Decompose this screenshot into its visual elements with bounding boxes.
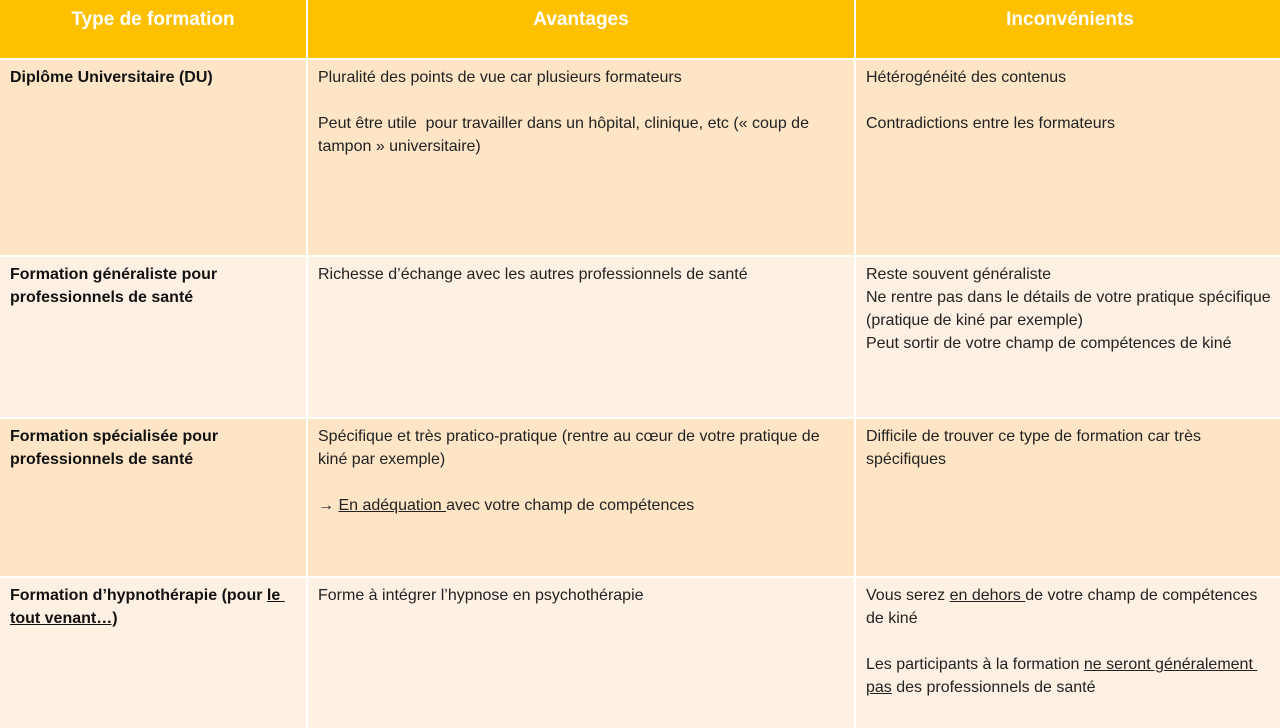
inconvenient-text: Peut sortir de votre champ de compétences de kiné — [866, 335, 1232, 352]
type-label: Formation spécialisée pour professionnels de santé — [10, 428, 223, 468]
inconvenient-text: Ne rentre pas dans le détails de votre pratique spécifique (pratique de kiné par exemple) — [866, 289, 1276, 329]
row-generaliste-type — [0, 257, 306, 417]
inconvenient-text: Difficile de trouver ce type de formation car très spécifiques — [866, 428, 1206, 468]
underlined-text: En adéquation — [338, 497, 447, 514]
avantage-text: avec votre champ de compétences — [446, 497, 695, 514]
type-label — [10, 584, 296, 630]
text-segment: de votre champ de compétences de kiné — [866, 587, 1262, 627]
avantage-text: Spécifique et très pratico-pratique (rentre au cœur de votre pratique de kiné par exemple) — [318, 428, 825, 468]
row-specialisee-inconvenients — [856, 419, 1280, 576]
underlined-text: le tout venant…) — [10, 587, 285, 627]
type-label: Diplôme Universitaire (DU) — [10, 69, 213, 86]
header-inconvenients: Inconvénients — [856, 0, 1280, 58]
header-type-de-formation: Type de formation — [0, 0, 306, 58]
row-du-avantages — [308, 60, 854, 255]
type-label: Formation généraliste pour professionnels de santé — [10, 266, 222, 306]
row-du-type — [0, 60, 306, 255]
row-hypnotherapie-inconvenients — [856, 578, 1280, 728]
text-segment: Vous serez — [866, 587, 950, 604]
row-generaliste-avantages — [308, 257, 854, 417]
avantage-adequation-line — [318, 494, 844, 517]
underlined-text: ne seront généralement pas — [866, 656, 1258, 696]
row-generaliste-inconvenients — [856, 257, 1280, 417]
inconvenient-text: Reste souvent généraliste — [866, 266, 1051, 283]
inconvenient-text: Contradictions entre les formateurs — [866, 115, 1115, 132]
arrow-right-icon: → — [318, 497, 334, 514]
text-segment: des professionnels de santé — [891, 679, 1096, 696]
row-hypnotherapie-avantages — [308, 578, 854, 728]
row-specialisee-avantages — [308, 419, 854, 576]
type-label-prefix: Formation d’hypnothérapie (pour — [10, 587, 267, 604]
avantage-text: Pluralité des points de vue car plusieurs formateurs — [318, 69, 682, 86]
avantage-text: Peut être utile pour travailler dans un hôpital, clinique, etc (« coup de tampon » universitaire) — [318, 115, 814, 155]
row-specialisee-type — [0, 419, 306, 576]
header-avantages: Avantages — [308, 0, 854, 58]
row-hypnotherapie-type — [0, 578, 306, 728]
inconvenient-text — [866, 584, 1274, 630]
underlined-text: en dehors — [949, 587, 1026, 604]
inconvenient-text: Hétérogénéité des contenus — [866, 69, 1067, 86]
inconvenient-text — [866, 653, 1274, 699]
text-segment: Les participants à la formation — [866, 656, 1084, 673]
row-du-inconvenients — [856, 60, 1280, 255]
avantage-text: Forme à intégrer l’hypnose en psychothérapie — [318, 587, 644, 604]
avantage-text: Richesse d’échange avec les autres professionnels de santé — [318, 266, 748, 283]
